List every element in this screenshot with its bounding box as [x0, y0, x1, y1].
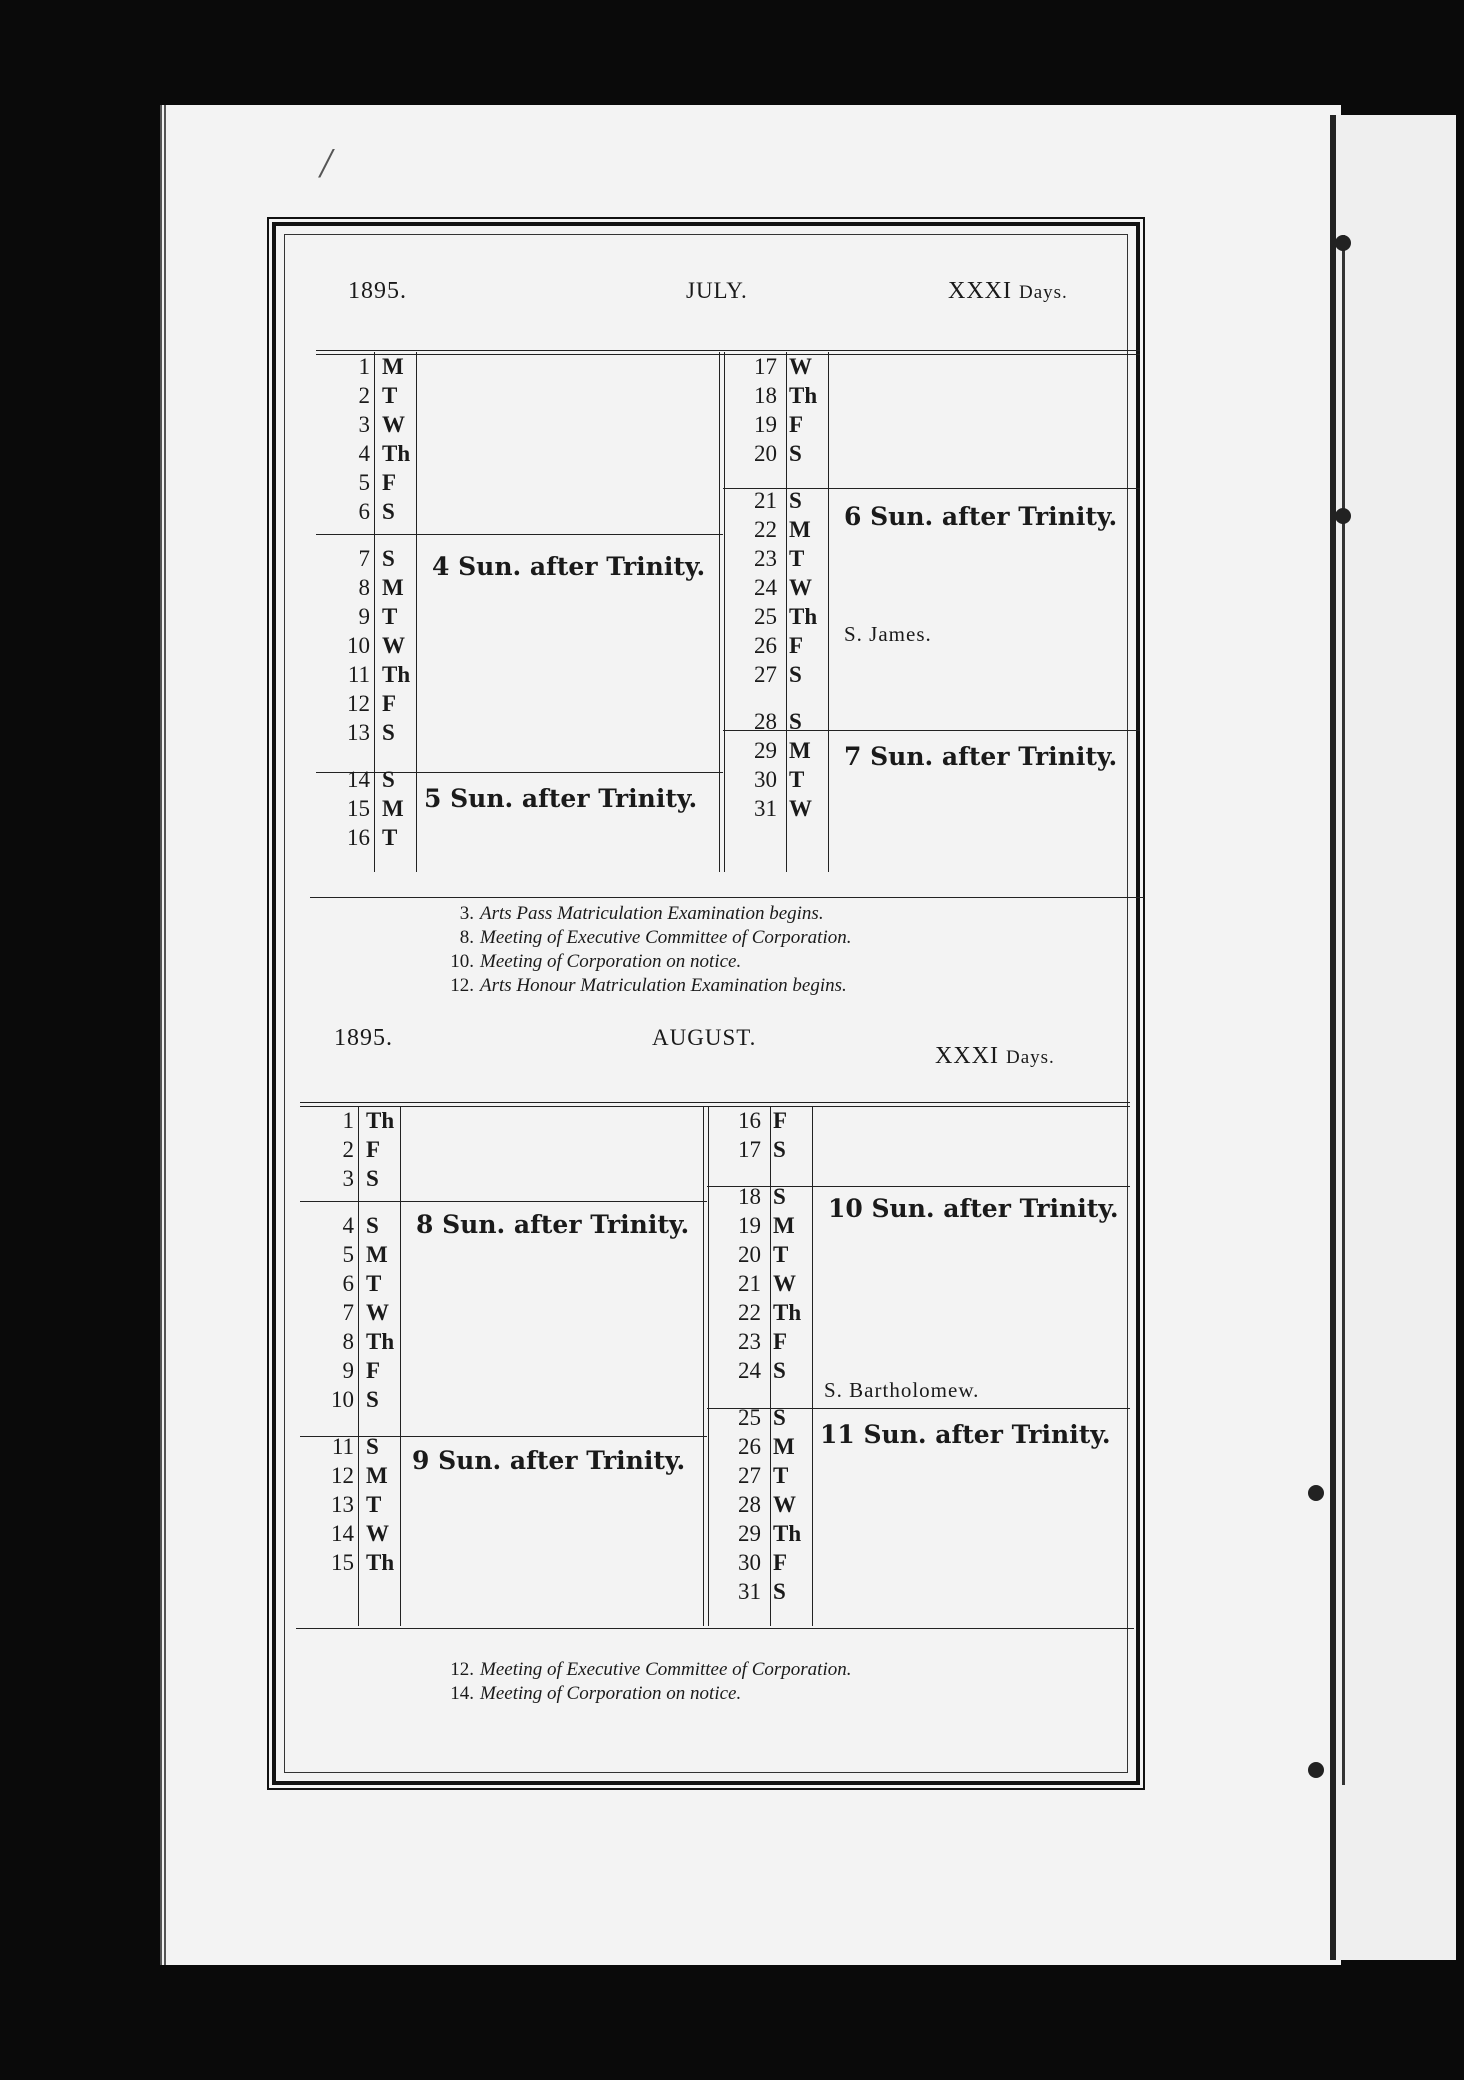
day-number: 16	[738, 1108, 761, 1133]
day-number: 4	[342, 1213, 354, 1238]
day-number: 24	[738, 1358, 761, 1383]
day-number: 26	[738, 1434, 761, 1459]
day-number: 17	[754, 354, 777, 379]
weekday-letter: S	[382, 499, 395, 524]
day-row	[300, 1327, 700, 1356]
august-note-sun11: 11 Sun. after Trinity.	[820, 1420, 1111, 1449]
weekday-letter: W	[789, 575, 812, 600]
day-number: 14	[331, 1521, 354, 1546]
binding-knot	[1335, 508, 1351, 524]
day-row	[300, 1548, 700, 1577]
day-number: 20	[754, 441, 777, 466]
weekday-letter: W	[366, 1521, 389, 1546]
day-row	[707, 1461, 1130, 1490]
day-number: 14	[347, 767, 370, 792]
day-row	[300, 1490, 700, 1519]
day-row	[300, 1356, 700, 1385]
facing-page-margin	[1336, 115, 1456, 1960]
day-row	[707, 1269, 1130, 1298]
day-row	[723, 660, 1140, 689]
weekday-letter: W	[773, 1271, 796, 1296]
august-month-title: AUGUST.	[652, 1025, 757, 1050]
day-row	[300, 1385, 700, 1414]
weekday-letter: M	[773, 1434, 795, 1459]
day-number: 22	[754, 517, 777, 542]
july-grid	[316, 352, 1140, 872]
day-number: 31	[738, 1579, 761, 1604]
weekday-letter: W	[773, 1492, 796, 1517]
day-number: 1	[358, 354, 370, 379]
weekday-letter: Th	[789, 383, 818, 408]
day-number: 2	[342, 1137, 354, 1162]
day-number: 2	[358, 383, 370, 408]
day-row	[707, 1298, 1130, 1327]
weekday-letter: F	[773, 1329, 788, 1354]
day-row	[723, 707, 1140, 736]
weekday-letter: T	[382, 383, 398, 408]
weekday-letter: M	[789, 738, 811, 763]
weekday-letter: S	[789, 441, 802, 466]
day-number: 18	[738, 1184, 761, 1209]
weekday-letter: Th	[773, 1521, 802, 1546]
weekday-letter: W	[382, 412, 405, 437]
day-row	[300, 1164, 700, 1193]
july-table-bottom-rule	[310, 897, 1144, 898]
weekday-letter: S	[366, 1166, 379, 1191]
weekday-letter: W	[789, 796, 812, 821]
weekday-letter: S	[366, 1434, 379, 1459]
weekday-letter: S	[382, 720, 395, 745]
day-number: 1	[342, 1108, 354, 1133]
day-number: 28	[738, 1492, 761, 1517]
weekday-letter: S	[773, 1184, 786, 1209]
weekday-letter: T	[789, 767, 805, 792]
weekday-letter: S	[382, 546, 395, 571]
memo-item: 3. Arts Pass Matriculation Examination begins.	[459, 903, 824, 924]
day-row	[316, 497, 716, 526]
day-row	[707, 1327, 1130, 1356]
day-number: 15	[331, 1550, 354, 1575]
weekday-letter: W	[366, 1300, 389, 1325]
august-note-sun10: 10 Sun. after Trinity.	[828, 1194, 1119, 1223]
day-row	[300, 1519, 700, 1548]
day-number: 21	[754, 488, 777, 513]
day-number: 11	[347, 662, 370, 687]
day-row	[723, 573, 1140, 602]
weekday-letter: S	[789, 709, 802, 734]
day-number: 16	[347, 825, 370, 850]
weekday-letter: T	[366, 1492, 382, 1517]
day-number: 7	[342, 1300, 354, 1325]
weekday-letter: F	[773, 1108, 788, 1133]
weekday-letter: Th	[382, 662, 411, 687]
august-note-sun8: 8 Sun. after Trinity.	[416, 1210, 690, 1239]
august-note-sun9: 9 Sun. after Trinity.	[412, 1446, 686, 1475]
weekday-letter: S	[366, 1387, 379, 1412]
weekday-letter: S	[773, 1579, 786, 1604]
day-number: 20	[738, 1242, 761, 1267]
weekday-letter: S	[789, 662, 802, 687]
august-table-bottom-rule	[296, 1628, 1134, 1629]
binding-knot	[1335, 235, 1351, 251]
day-row	[723, 352, 1140, 381]
august-feast-24: S. Bartholomew.	[824, 1378, 980, 1402]
weekday-letter: T	[773, 1463, 789, 1488]
day-row	[723, 794, 1140, 823]
day-row	[316, 468, 716, 497]
day-row	[316, 439, 716, 468]
day-number: 30	[738, 1550, 761, 1575]
day-number: 31	[754, 796, 777, 821]
day-number: 29	[754, 738, 777, 763]
day-number: 24	[754, 575, 777, 600]
day-number: 28	[754, 709, 777, 734]
weekday-letter: T	[773, 1242, 789, 1267]
day-row	[707, 1548, 1130, 1577]
memo-item: 8. Meeting of Executive Committee of Corporation.	[459, 927, 852, 948]
day-row	[316, 410, 716, 439]
day-row	[707, 1135, 1130, 1164]
weekday-letter: Th	[773, 1300, 802, 1325]
pencil-mark: /	[320, 141, 332, 187]
day-row	[707, 1490, 1130, 1519]
weekday-letter: F	[382, 470, 397, 495]
day-number: 23	[738, 1329, 761, 1354]
weekday-letter: M	[382, 575, 404, 600]
day-row	[723, 544, 1140, 573]
day-number: 3	[342, 1166, 354, 1191]
august-days-count: XXXI Days.	[935, 1043, 1055, 1069]
day-number: 3	[358, 412, 370, 437]
memo-item: 10. Meeting of Corporation on notice.	[450, 951, 742, 972]
august-header	[290, 1025, 1110, 1075]
day-row	[723, 439, 1140, 468]
day-number: 12	[331, 1463, 354, 1488]
weekday-letter: S	[773, 1358, 786, 1383]
july-note-sun7: 7 Sun. after Trinity.	[844, 742, 1118, 771]
day-number: 8	[342, 1329, 354, 1354]
binding-thread	[1342, 235, 1345, 1785]
memo-item: 14. Meeting of Corporation on notice.	[450, 1683, 742, 1704]
weekday-letter: S	[382, 767, 395, 792]
weekday-letter: T	[382, 825, 398, 850]
day-row	[316, 602, 716, 631]
weekday-letter: S	[366, 1213, 379, 1238]
weekday-letter: T	[366, 1271, 382, 1296]
day-number: 27	[738, 1463, 761, 1488]
day-number: 15	[347, 796, 370, 821]
day-row	[300, 1298, 700, 1327]
day-number: 7	[358, 546, 370, 571]
weekday-letter: M	[382, 354, 404, 379]
weekday-letter: S	[773, 1405, 786, 1430]
weekday-letter: Th	[789, 604, 818, 629]
weekday-letter: Th	[382, 441, 411, 466]
binding-knot	[1308, 1762, 1324, 1778]
day-number: 17	[738, 1137, 761, 1162]
day-number: 19	[738, 1213, 761, 1238]
weekday-letter: M	[366, 1463, 388, 1488]
weekday-letter: S	[773, 1137, 786, 1162]
weekday-letter: T	[382, 604, 398, 629]
day-number: 26	[754, 633, 777, 658]
august-year: 1895.	[334, 1025, 393, 1051]
weekday-letter: Th	[366, 1329, 395, 1354]
day-row	[707, 1240, 1130, 1269]
day-number: 5	[358, 470, 370, 495]
day-number: 10	[347, 633, 370, 658]
day-row	[316, 823, 716, 852]
july-note-sun6: 6 Sun. after Trinity.	[844, 502, 1118, 531]
day-row	[316, 718, 716, 747]
weekday-letter: F	[366, 1358, 381, 1383]
weekday-letter: F	[789, 412, 804, 437]
day-number: 13	[347, 720, 370, 745]
july-header	[300, 278, 1120, 328]
memo-item: 12. Meeting of Executive Committee of Corporation.	[450, 1659, 852, 1680]
day-number: 9	[342, 1358, 354, 1383]
day-row	[723, 410, 1140, 439]
day-number: 18	[754, 383, 777, 408]
day-number: 30	[754, 767, 777, 792]
day-row	[300, 1135, 700, 1164]
day-row	[316, 352, 716, 381]
weekday-letter: M	[773, 1213, 795, 1238]
day-row	[300, 1269, 700, 1298]
day-number: 25	[738, 1405, 761, 1430]
weekday-letter: F	[382, 691, 397, 716]
day-number: 6	[342, 1271, 354, 1296]
weekday-letter: W	[382, 633, 405, 658]
day-row	[707, 1106, 1130, 1135]
day-number: 5	[342, 1242, 354, 1267]
day-row	[300, 1240, 700, 1269]
july-feast-25: S. James.	[844, 622, 932, 646]
weekday-letter: M	[382, 796, 404, 821]
july-month-title: JULY.	[686, 278, 748, 303]
day-number: 9	[358, 604, 370, 629]
day-number: 6	[358, 499, 370, 524]
day-row	[300, 1106, 700, 1135]
day-number: 27	[754, 662, 777, 687]
day-number: 19	[754, 412, 777, 437]
weekday-letter: S	[789, 488, 802, 513]
day-row	[707, 1577, 1130, 1606]
weekday-letter: M	[366, 1242, 388, 1267]
memo-item: 12. Arts Honour Matriculation Examination begins.	[450, 975, 847, 996]
august-grid	[300, 1106, 1130, 1626]
weekday-letter: F	[789, 633, 804, 658]
day-number: 10	[331, 1387, 354, 1412]
day-row	[316, 631, 716, 660]
day-number: 25	[754, 604, 777, 629]
weekday-letter: Th	[366, 1550, 395, 1575]
july-note-sun5: 5 Sun. after Trinity.	[424, 784, 698, 813]
july-year: 1895.	[348, 278, 407, 304]
day-row	[707, 1519, 1130, 1548]
day-number: 4	[358, 441, 370, 466]
day-number: 23	[754, 546, 777, 571]
weekday-letter: F	[366, 1137, 381, 1162]
day-number: 21	[738, 1271, 761, 1296]
july-days-count: XXXI Days.	[948, 278, 1068, 304]
weekday-letter: F	[773, 1550, 788, 1575]
day-number: 12	[347, 691, 370, 716]
day-row	[723, 381, 1140, 410]
day-number: 8	[358, 575, 370, 600]
day-number: 22	[738, 1300, 761, 1325]
binding-knot	[1308, 1485, 1324, 1501]
weekday-letter: Th	[366, 1108, 395, 1133]
day-number: 11	[331, 1434, 354, 1459]
july-note-sun4: 4 Sun. after Trinity.	[432, 552, 706, 581]
day-row	[316, 381, 716, 410]
day-row	[316, 660, 716, 689]
day-row	[316, 689, 716, 718]
weekday-letter: M	[789, 517, 811, 542]
weekday-letter: T	[789, 546, 805, 571]
weekday-letter: W	[789, 354, 812, 379]
day-number: 29	[738, 1521, 761, 1546]
day-number: 13	[331, 1492, 354, 1517]
